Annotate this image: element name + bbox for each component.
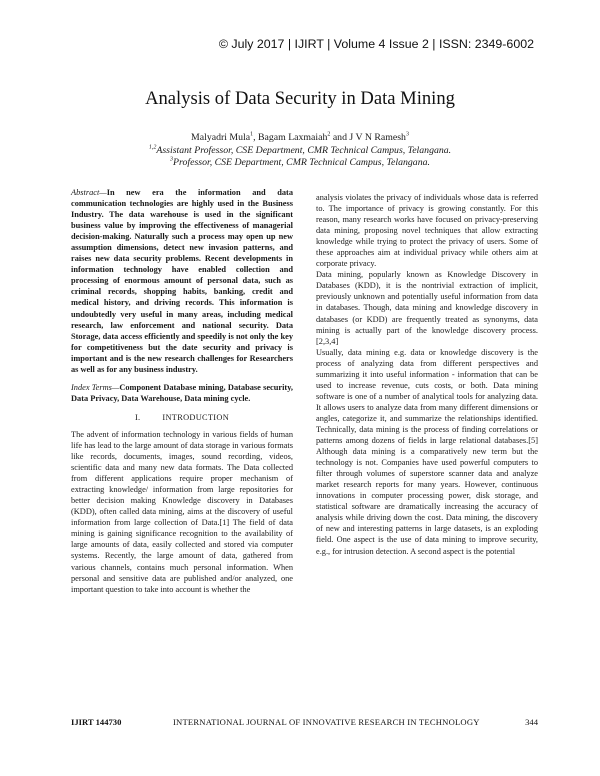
author-separator: and [330, 132, 350, 143]
abstract-lead: Abstract— [71, 188, 107, 197]
introduction-paragraph: The advent of information technology in various fields of human life has lead to the large amount of data storage in various formats like records, documents, images, sound recording, videos, scientific data and many new data formats. The Data collected from different applications require proper mechanism of extracting knowledge/ information from large repositories for better decision making Knowledge discovery in Databases (KDD), often called data mining, aims at the discovery of useful information from large collection of Data.[1] The field of data mining is gaining significance recognition to the availability of large amounts of data, easily collected and stored via computer systems. Recently, the large amount of data, gathered from various channels, contains much personal information. When personal and sensitive data are published and/or analyzed, one important question to take into account is whether the [71, 429, 293, 594]
author-block [0, 132, 600, 170]
left-column [71, 187, 293, 595]
section-heading-introduction [71, 412, 293, 423]
abstract [71, 187, 293, 375]
section-title: INTRODUCTION [162, 412, 230, 422]
paragraph-kdd: Data mining, popularly known as Knowledge Discovery in Databases (KDD), it is the nontrivial extraction of implicit, previously unknown and potentially useful information from data in databases. Though, data mining and knowledge discovery in databases (or KDD) are frequently treated as synonyms, data mining is actually part of the knowledge discovery process. [2,3,4] [316, 270, 538, 346]
author-2-sup: 2 [327, 131, 331, 138]
index-terms [71, 382, 293, 404]
author-1-sup: 1 [250, 131, 254, 138]
author-3-sup: 3 [405, 131, 409, 138]
paragraph-privacy: analysis violates the privacy of individuals whose data is referred to. The importance of privacy is growing constantly. For this reason, many research works have focused on privacy-preserving data mining, proposing novel techniques that allow extracting knowledge while trying to protect the privacy of users. Some of these approaches aim at individual privacy while others aim at corporate privacy. [316, 193, 538, 269]
right-column [316, 192, 538, 557]
affiliation-2-sup: 3 [170, 156, 174, 163]
author-1: Malyadri Mula [191, 132, 251, 143]
affiliation-2 [0, 157, 600, 170]
author-separator: , [253, 132, 258, 143]
author-3: J V N Ramesh [349, 132, 406, 143]
page-number: 344 [525, 717, 538, 727]
journal-header: © July 2017 | IJIRT | Volume 4 Issue 2 | ISSN: 2349-6002 [218, 37, 534, 51]
affiliation-1-text: Assistant Professor, CSE Department, CMR Technical Campus, Telangana. [156, 144, 452, 156]
section-number: I. [134, 412, 141, 422]
index-terms-lead: Index Terms— [71, 382, 120, 392]
paper-title: Analysis of Data Security in Data Mining [145, 88, 455, 109]
affiliation-1 [0, 145, 600, 158]
footer-journal-name: INTERNATIONAL JOURNAL OF INNOVATIVE RESEARCH IN TECHNOLOGY [173, 717, 480, 727]
index-terms-text: Component Database mining, Database security, Data Privacy, Data Warehouse, Data mining cycle. [71, 382, 293, 403]
abstract-text: In new era the information and data communication technologies are highly used in the Business Industry. The data warehouse is used in the significant business value by improving the effectiveness of managerial decision-making. Naturally such a process may open up new assumption dimensions, detect new invasion patterns, and raises new data security problems. Recent developments in information technology have enabled collection and processing of enormous amount of personal data, such as criminal records, shopping habits, banking, credit and medical history, and driving records. This information is undoubtedly very useful in many areas, including medical research, law enforcement and national security. Data Storage, data access efficiently and speedily is not only the key for competitiveness but the date security and privacy is important and is the new research challenges for Researchers as well as for any business industry. [71, 188, 293, 374]
affiliation-2-text: Professor, CSE Department, CMR Technical Campus, Telangana. [173, 157, 430, 169]
affiliation-1-sup: 1,2 [148, 144, 157, 151]
author-2: Bagam Laxmaiah [258, 132, 328, 143]
paragraph-data-mining: Usually, data mining e.g. data or knowledge discovery is the process of analyzing data from different perspectives and summarizing it into useful information - information that can be used to increase revenue, cuts costs, or both. Data mining software is one of a number of analytical tools for analyzing data. It allows users to analyze data from many different dimensions or angles, categorize it, and summarize the relationships identified. Technically, data mining is the process of finding correlations or patterns among dozens of fields in large relational databases.[5] Although data mining is a comparatively new term but the technology is not. Companies have used powerful computers to filter through volumes of superstore scanner data and analyze market research reports for many years. However, continuous innovations in computer processing power, disk storage, and statistical software are dramatically increasing the accuracy of analysis while driving down the cost. Data mining, the discovery of new and interesting patterns in large datasets, is an exploding field. One aspect is the use of data mining to improve security, e.g., for intrusion detection. A second aspect is the potential [316, 347, 538, 556]
author-names [0, 132, 600, 145]
footer-paper-id: IJIRT 144730 [71, 717, 122, 727]
